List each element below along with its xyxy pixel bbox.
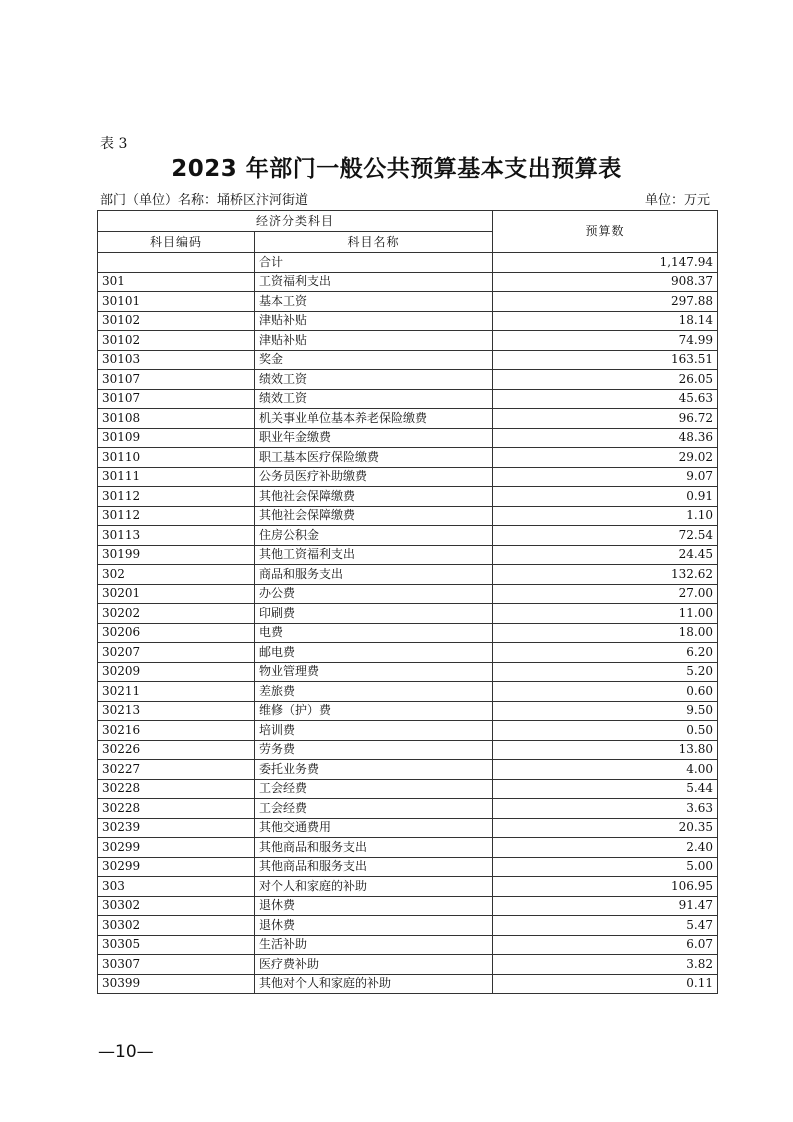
row-name: 公务员医疗补助缴费 (255, 467, 493, 487)
table-row (98, 545, 718, 565)
table-row (98, 311, 718, 331)
table-row (98, 779, 718, 799)
row-code: 30299 (98, 857, 255, 877)
row-amount: 6.07 (493, 935, 718, 955)
table-row (98, 799, 718, 819)
row-name: 对个人和家庭的补助 (255, 877, 493, 897)
row-code: 30102 (98, 331, 255, 351)
row-amount: 20.35 (493, 818, 718, 838)
row-name: 其他交通费用 (255, 818, 493, 838)
row-name: 劳务费 (255, 740, 493, 760)
row-amount: 132.62 (493, 565, 718, 585)
row-name: 其他对个人和家庭的补助 (255, 974, 493, 994)
table-row (98, 331, 718, 351)
row-name: 委托业务费 (255, 760, 493, 780)
row-name: 工资福利支出 (255, 272, 493, 292)
row-name: 绩效工资 (255, 389, 493, 409)
row-name: 维修（护）费 (255, 701, 493, 721)
total-code (98, 253, 255, 273)
table-row (98, 935, 718, 955)
row-code: 30206 (98, 623, 255, 643)
row-amount: 0.50 (493, 721, 718, 741)
row-amount: 2.40 (493, 838, 718, 858)
row-amount: 1.10 (493, 506, 718, 526)
row-code: 30107 (98, 370, 255, 390)
row-amount: 0.60 (493, 682, 718, 702)
row-amount: 29.02 (493, 448, 718, 468)
row-amount: 4.00 (493, 760, 718, 780)
row-code: 30228 (98, 779, 255, 799)
row-amount: 163.51 (493, 350, 718, 370)
table-row (98, 370, 718, 390)
row-amount: 13.80 (493, 740, 718, 760)
table-row (98, 292, 718, 312)
row-amount: 9.50 (493, 701, 718, 721)
row-code: 30399 (98, 974, 255, 994)
budget-table (97, 210, 718, 994)
row-code: 30228 (98, 799, 255, 819)
row-name: 工会经费 (255, 799, 493, 819)
row-name: 津贴补贴 (255, 331, 493, 351)
row-amount: 48.36 (493, 428, 718, 448)
column-header-amount: 预算数 (493, 211, 718, 253)
table-row (98, 623, 718, 643)
row-code: 30113 (98, 526, 255, 546)
row-name: 医疗费补助 (255, 955, 493, 975)
table-label: 表 3 (100, 136, 128, 152)
table-row (98, 643, 718, 663)
table-row (98, 916, 718, 936)
column-header-code: 科目编码 (98, 232, 255, 253)
row-name: 培训费 (255, 721, 493, 741)
table-row (98, 662, 718, 682)
row-code: 30202 (98, 604, 255, 624)
table-row (98, 428, 718, 448)
row-amount: 26.05 (493, 370, 718, 390)
row-name: 职工基本医疗保险缴费 (255, 448, 493, 468)
row-amount: 908.37 (493, 272, 718, 292)
row-name: 奖金 (255, 350, 493, 370)
column-header-name: 科目名称 (255, 232, 493, 253)
row-name: 津贴补贴 (255, 311, 493, 331)
total-label: 合计 (255, 253, 493, 273)
row-code: 30227 (98, 760, 255, 780)
page-title: 2023 年部门一般公共预算基本支出预算表 (171, 156, 622, 182)
row-amount: 106.95 (493, 877, 718, 897)
row-code: 302 (98, 565, 255, 585)
row-amount: 5.47 (493, 916, 718, 936)
row-code: 30110 (98, 448, 255, 468)
row-name: 办公费 (255, 584, 493, 604)
row-amount: 3.63 (493, 799, 718, 819)
table-row (98, 526, 718, 546)
row-code: 30209 (98, 662, 255, 682)
row-code: 30107 (98, 389, 255, 409)
row-code: 30226 (98, 740, 255, 760)
table-row (98, 350, 718, 370)
header-row-group (98, 211, 718, 232)
row-name: 绩效工资 (255, 370, 493, 390)
row-code: 30112 (98, 506, 255, 526)
row-code: 30216 (98, 721, 255, 741)
table-row (98, 487, 718, 507)
row-amount: 11.00 (493, 604, 718, 624)
table-row (98, 584, 718, 604)
row-amount: 3.82 (493, 955, 718, 975)
table-row (98, 838, 718, 858)
table-row (98, 448, 718, 468)
row-amount: 18.00 (493, 623, 718, 643)
row-amount: 72.54 (493, 526, 718, 546)
row-amount: 0.11 (493, 974, 718, 994)
row-code: 30307 (98, 955, 255, 975)
row-name: 印刷费 (255, 604, 493, 624)
table-row (98, 857, 718, 877)
table-row (98, 682, 718, 702)
table-row (98, 721, 718, 741)
table-row (98, 272, 718, 292)
row-code: 30211 (98, 682, 255, 702)
row-code: 30103 (98, 350, 255, 370)
row-code: 30108 (98, 409, 255, 429)
row-name: 差旅费 (255, 682, 493, 702)
row-amount: 0.91 (493, 487, 718, 507)
row-name: 住房公积金 (255, 526, 493, 546)
row-name: 其他工资福利支出 (255, 545, 493, 565)
table-row (98, 409, 718, 429)
row-name: 其他社会保障缴费 (255, 487, 493, 507)
row-code: 303 (98, 877, 255, 897)
row-amount: 74.99 (493, 331, 718, 351)
table-row (98, 760, 718, 780)
row-code: 30112 (98, 487, 255, 507)
row-code: 30199 (98, 545, 255, 565)
row-amount: 5.20 (493, 662, 718, 682)
row-code: 30207 (98, 643, 255, 663)
row-amount: 6.20 (493, 643, 718, 663)
row-name: 电费 (255, 623, 493, 643)
row-name: 生活补助 (255, 935, 493, 955)
row-amount: 91.47 (493, 896, 718, 916)
table-row (98, 565, 718, 585)
row-name: 其他社会保障缴费 (255, 506, 493, 526)
table-row (98, 955, 718, 975)
row-name: 其他商品和服务支出 (255, 857, 493, 877)
table-row (98, 389, 718, 409)
row-name: 基本工资 (255, 292, 493, 312)
total-row (98, 253, 718, 273)
row-code: 30299 (98, 838, 255, 858)
page-number: —10— (98, 1042, 154, 1062)
row-name: 其他商品和服务支出 (255, 838, 493, 858)
row-amount: 18.14 (493, 311, 718, 331)
row-code: 30111 (98, 467, 255, 487)
table-row (98, 896, 718, 916)
row-code: 30109 (98, 428, 255, 448)
row-code: 301 (98, 272, 255, 292)
unit-label: 单位：万元 (644, 193, 710, 208)
row-name: 物业管理费 (255, 662, 493, 682)
row-amount: 96.72 (493, 409, 718, 429)
row-amount: 24.45 (493, 545, 718, 565)
row-code: 30101 (98, 292, 255, 312)
table-row (98, 506, 718, 526)
row-amount: 9.07 (493, 467, 718, 487)
row-name: 商品和服务支出 (255, 565, 493, 585)
row-code: 30201 (98, 584, 255, 604)
row-code: 30305 (98, 935, 255, 955)
row-name: 工会经费 (255, 779, 493, 799)
row-code: 30302 (98, 896, 255, 916)
row-code: 30213 (98, 701, 255, 721)
table-row (98, 740, 718, 760)
row-name: 退休费 (255, 916, 493, 936)
table-row (98, 467, 718, 487)
table-row (98, 701, 718, 721)
row-amount: 45.63 (493, 389, 718, 409)
table-row (98, 818, 718, 838)
row-amount: 297.88 (493, 292, 718, 312)
table-row (98, 877, 718, 897)
total-amount: 1,147.94 (493, 253, 718, 273)
row-name: 机关事业单位基本养老保险缴费 (255, 409, 493, 429)
row-amount: 5.44 (493, 779, 718, 799)
row-name: 职业年金缴费 (255, 428, 493, 448)
row-amount: 27.00 (493, 584, 718, 604)
row-name: 邮电费 (255, 643, 493, 663)
row-code: 30102 (98, 311, 255, 331)
table-row (98, 604, 718, 624)
department-name: 部门（单位）名称：埇桥区汴河街道 (100, 193, 309, 208)
row-code: 30302 (98, 916, 255, 936)
table-row (98, 974, 718, 994)
row-name: 退休费 (255, 896, 493, 916)
row-amount: 5.00 (493, 857, 718, 877)
row-code: 30239 (98, 818, 255, 838)
group-header: 经济分类科目 (98, 211, 493, 232)
